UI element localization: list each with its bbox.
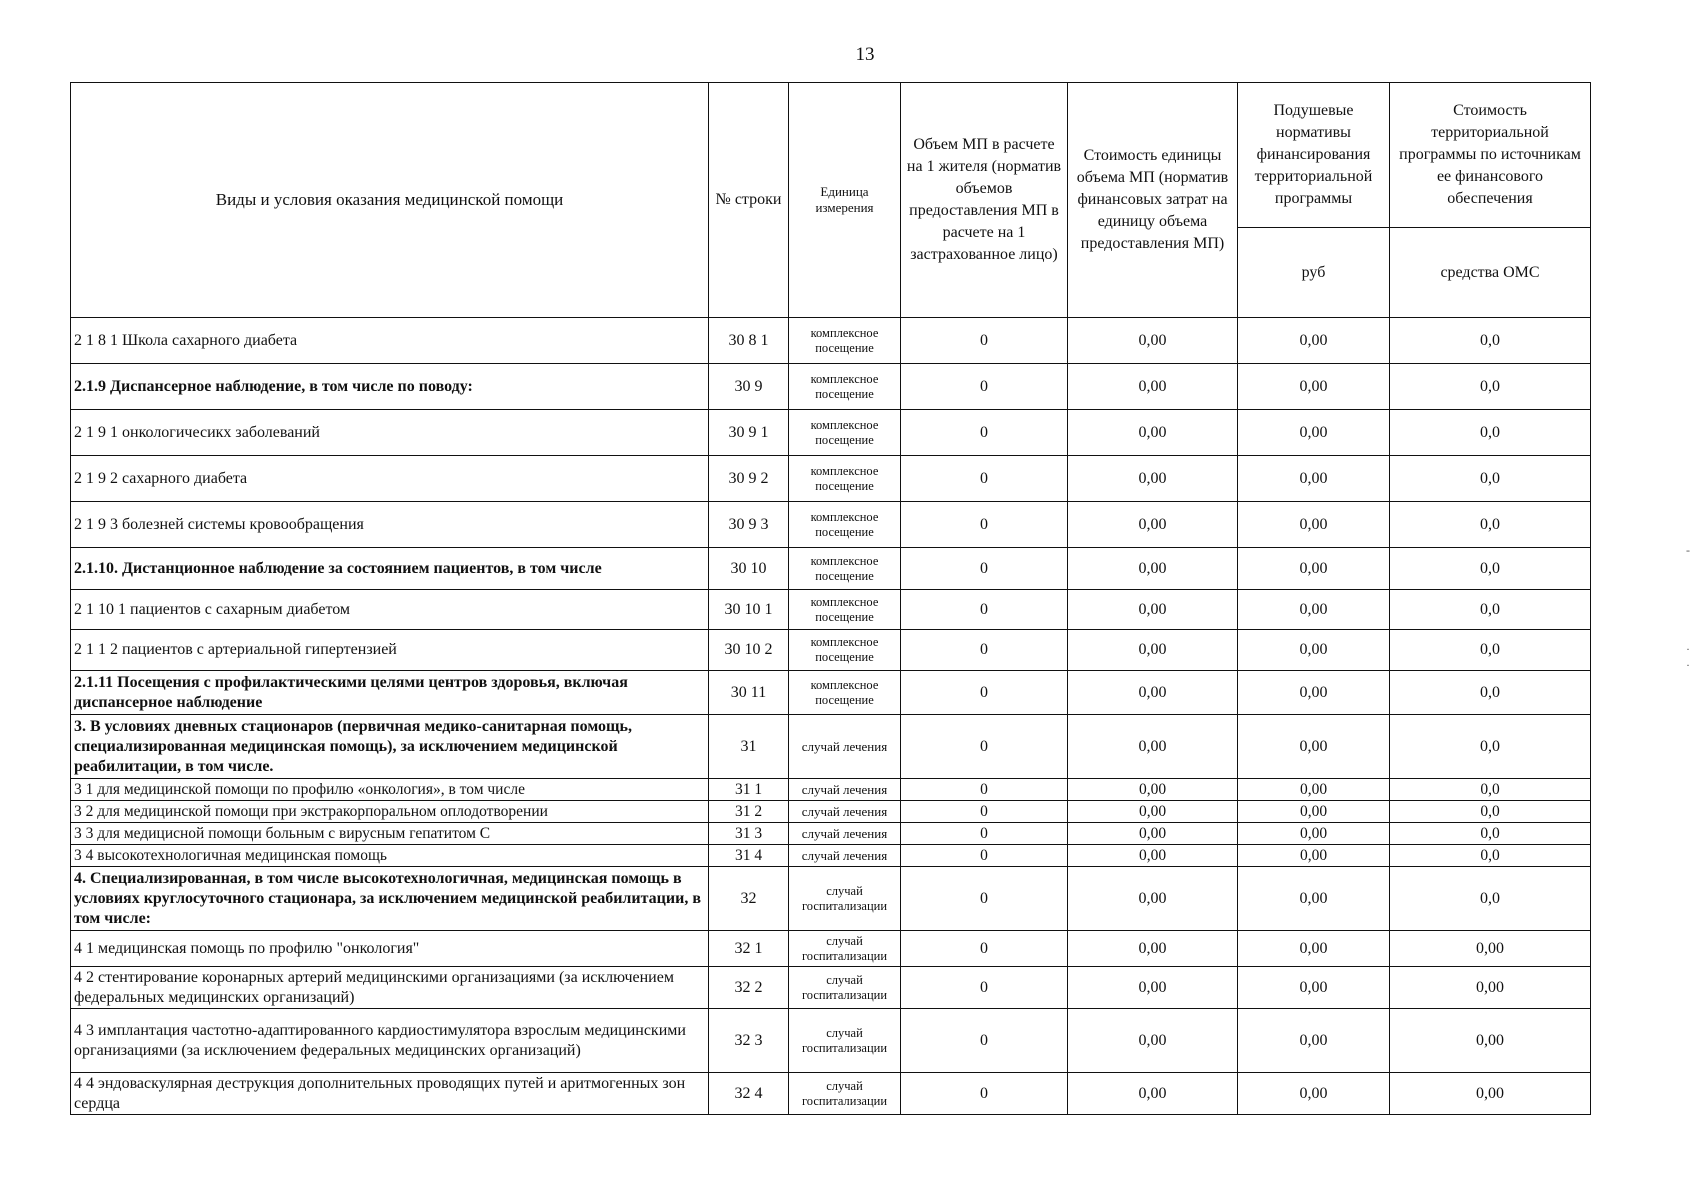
row-volume: 0 [901,1009,1068,1073]
row-oms-cost: 0,0 [1390,630,1591,671]
row-volume: 0 [901,845,1068,867]
row-per-capita: 0,00 [1238,715,1390,779]
row-name: 3. В условиях дневных стационаров (первичная медико-санитарная помощь, специализированная медицинская помощь), за исключением медицинской реабилитации, в том числе. [71,715,709,779]
header-unit: Единица измерения [789,83,901,318]
row-unit: случай госпитализации [789,967,901,1009]
row-number: 30 11 [709,671,789,715]
row-unit-cost: 0,00 [1068,779,1238,801]
row-oms-cost: 0,0 [1390,410,1591,456]
row-volume: 0 [901,931,1068,967]
row-unit: случай госпитализации [789,867,901,931]
row-per-capita: 0,00 [1238,801,1390,823]
row-name: 2.1.9 Диспансерное наблюдение, в том числе по поводу: [71,364,709,410]
row-unit: случай госпитализации [789,1073,901,1115]
row-unit-cost: 0,00 [1068,548,1238,590]
row-unit-cost: 0,00 [1068,931,1238,967]
row-number: 30 9 3 [709,502,789,548]
row-number: 32 [709,867,789,931]
table-row [71,548,1591,590]
row-oms-cost: 0,0 [1390,715,1591,779]
table-body [71,318,1591,1115]
row-unit-cost: 0,00 [1068,456,1238,502]
row-volume: 0 [901,671,1068,715]
row-number: 30 9 1 [709,410,789,456]
header-name: Виды и условия оказания медицинской помощи [71,83,709,318]
row-volume: 0 [901,318,1068,364]
row-name: 4. Специализированная, в том числе высокотехнологичная, медицинская помощь в условиях круглосуточного стационара, за исключением медицинской реабилитации, в том числе: [71,867,709,931]
row-unit: комплексное посещение [789,410,901,456]
row-name: 3 3 для медицисной помощи больным с вирусным гепатитом С [71,823,709,845]
row-unit: случай госпитализации [789,1009,901,1073]
row-volume: 0 [901,548,1068,590]
row-per-capita: 0,00 [1238,931,1390,967]
header-row-no: № строки [709,83,789,318]
row-volume: 0 [901,456,1068,502]
row-per-capita: 0,00 [1238,1009,1390,1073]
row-unit: случай лечения [789,801,901,823]
table-row [71,456,1591,502]
row-per-capita: 0,00 [1238,410,1390,456]
row-oms-cost: 0,0 [1390,548,1591,590]
row-unit-cost: 0,00 [1068,967,1238,1009]
row-unit-cost: 0,00 [1068,630,1238,671]
row-unit: комплексное посещение [789,671,901,715]
row-unit-cost: 0,00 [1068,845,1238,867]
row-unit-cost: 0,00 [1068,364,1238,410]
row-number: 30 9 [709,364,789,410]
row-number: 31 2 [709,801,789,823]
row-name: 3 1 для медицинской помощи по профилю «онкология», в том числе [71,779,709,801]
row-number: 32 4 [709,1073,789,1115]
row-oms-cost: 0,0 [1390,318,1591,364]
row-per-capita: 0,00 [1238,630,1390,671]
row-number: 30 10 2 [709,630,789,671]
row-unit-cost: 0,00 [1068,1009,1238,1073]
header-volume: Объем МП в расчете на 1 жителя (норматив объемов предоставления МП в расчете на 1 застрахованное лицо) [901,83,1068,318]
row-oms-cost: 0,0 [1390,779,1591,801]
row-unit: комплексное посещение [789,630,901,671]
row-volume: 0 [901,1073,1068,1115]
row-volume: 0 [901,410,1068,456]
row-number: 31 4 [709,845,789,867]
row-number: 30 9 2 [709,456,789,502]
norms-table [70,82,1591,1115]
row-unit: комплексное посещение [789,590,901,630]
row-oms-cost: 0,00 [1390,931,1591,967]
row-oms-cost: 0,0 [1390,456,1591,502]
row-per-capita: 0,00 [1238,967,1390,1009]
row-oms-cost: 0,0 [1390,502,1591,548]
row-oms-cost: 0,00 [1390,1073,1591,1115]
row-unit: комплексное посещение [789,364,901,410]
row-number: 32 3 [709,1009,789,1073]
row-unit: случай лечения [789,845,901,867]
row-oms-cost: 0,0 [1390,671,1591,715]
row-unit-cost: 0,00 [1068,823,1238,845]
table-row [71,1009,1591,1073]
scan-mark: · [1686,642,1690,656]
row-per-capita: 0,00 [1238,456,1390,502]
row-oms-cost: 0,0 [1390,801,1591,823]
table-row [71,867,1591,931]
row-name: 2 1 9 1 онкологичесикх заболеваний [71,410,709,456]
row-per-capita: 0,00 [1238,671,1390,715]
row-per-capita: 0,00 [1238,867,1390,931]
row-name: 4 3 имплантация частотно-адаптированного кардиостимулятора взрослым медицинскими организациями (за исключением федеральных медицинских организаций) [71,1009,709,1073]
table-row [71,801,1591,823]
row-number: 30 8 1 [709,318,789,364]
page-number: 13 [855,44,875,65]
row-oms-cost: 0,0 [1390,867,1591,931]
header-per-capita: Подушевые нормативы финансирования территориальной программы [1238,83,1390,228]
row-number: 32 1 [709,931,789,967]
scan-mark: - [1686,543,1690,557]
row-name: 2 1 8 1 Школа сахарного диабета [71,318,709,364]
row-oms-cost: 0,00 [1390,967,1591,1009]
row-unit: комплексное посещение [789,502,901,548]
row-volume: 0 [901,590,1068,630]
row-unit: комплексное посещение [789,318,901,364]
table-row [71,590,1591,630]
row-name: 2 1 9 3 болезней системы кровообращения [71,502,709,548]
row-unit: случай госпитализации [789,931,901,967]
header-total-cost-source: средства ОМС [1390,228,1591,318]
row-volume: 0 [901,779,1068,801]
row-unit-cost: 0,00 [1068,318,1238,364]
row-unit: случай лечения [789,779,901,801]
row-unit: комплексное посещение [789,456,901,502]
row-per-capita: 0,00 [1238,779,1390,801]
row-oms-cost: 0,0 [1390,364,1591,410]
row-name: 2.1.10. Дистанционное наблюдение за состоянием пациентов, в том числе [71,548,709,590]
row-unit-cost: 0,00 [1068,671,1238,715]
row-volume: 0 [901,630,1068,671]
row-oms-cost: 0,0 [1390,823,1591,845]
row-name: 2.1.11 Посещения с профилактическими целями центров здоровья, включая диспансерное наблюдение [71,671,709,715]
row-unit: комплексное посещение [789,548,901,590]
row-name: 3 2 для медицинской помощи при экстракорпоральном оплодотворении [71,801,709,823]
row-volume: 0 [901,867,1068,931]
row-unit-cost: 0,00 [1068,502,1238,548]
table-row [71,410,1591,456]
row-name: 2 1 10 1 пациентов с сахарным диабетом [71,590,709,630]
row-per-capita: 0,00 [1238,823,1390,845]
row-volume: 0 [901,364,1068,410]
row-oms-cost: 0,0 [1390,845,1591,867]
header-per-capita-unit: руб [1238,228,1390,318]
row-unit-cost: 0,00 [1068,1073,1238,1115]
table-row [71,318,1591,364]
table-row [71,931,1591,967]
table-row [71,671,1591,715]
row-unit-cost: 0,00 [1068,715,1238,779]
row-per-capita: 0,00 [1238,548,1390,590]
row-unit: случай лечения [789,823,901,845]
row-unit-cost: 0,00 [1068,801,1238,823]
table-row [71,967,1591,1009]
row-number: 31 1 [709,779,789,801]
row-name: 3 4 высокотехнологичная медицинская помощь [71,845,709,867]
row-per-capita: 0,00 [1238,502,1390,548]
row-per-capita: 0,00 [1238,845,1390,867]
row-per-capita: 0,00 [1238,318,1390,364]
row-number: 32 2 [709,967,789,1009]
table-row [71,823,1591,845]
row-unit: случай лечения [789,715,901,779]
table-row [71,502,1591,548]
table-row [71,1073,1591,1115]
row-name: 4 1 медицинская помощь по профилю "онкология" [71,931,709,967]
row-number: 30 10 1 [709,590,789,630]
scan-mark: · [1686,658,1690,672]
table-row [71,845,1591,867]
row-number: 31 3 [709,823,789,845]
row-number: 30 10 [709,548,789,590]
row-oms-cost: 0,00 [1390,1009,1591,1073]
table-row [71,364,1591,410]
row-unit-cost: 0,00 [1068,410,1238,456]
row-name: 4 4 эндоваскулярная деструкция дополнительных проводящих путей и аритмогенных зон сердца [71,1073,709,1115]
row-volume: 0 [901,801,1068,823]
row-unit-cost: 0,00 [1068,590,1238,630]
row-number: 31 [709,715,789,779]
header-unit-cost: Стоимость единицы объема МП (норматив финансовых затрат на единицу объема предоставления МП) [1068,83,1238,318]
row-oms-cost: 0,0 [1390,590,1591,630]
table-row [71,715,1591,779]
row-per-capita: 0,00 [1238,590,1390,630]
header-total-cost: Стоимость территориальной программы по источникам ее финансового обеспечения [1390,83,1591,228]
row-volume: 0 [901,715,1068,779]
row-name: 4 2 стентирование коронарных артерий медицинскими организациями (за исключением федеральных медицинских организаций) [71,967,709,1009]
row-volume: 0 [901,502,1068,548]
row-name: 2 1 1 2 пациентов с артериальной гипертензией [71,630,709,671]
table-row [71,630,1591,671]
table-row [71,779,1591,801]
row-name: 2 1 9 2 сахарного диабета [71,456,709,502]
row-per-capita: 0,00 [1238,364,1390,410]
row-per-capita: 0,00 [1238,1073,1390,1115]
row-volume: 0 [901,823,1068,845]
row-unit-cost: 0,00 [1068,867,1238,931]
row-volume: 0 [901,967,1068,1009]
